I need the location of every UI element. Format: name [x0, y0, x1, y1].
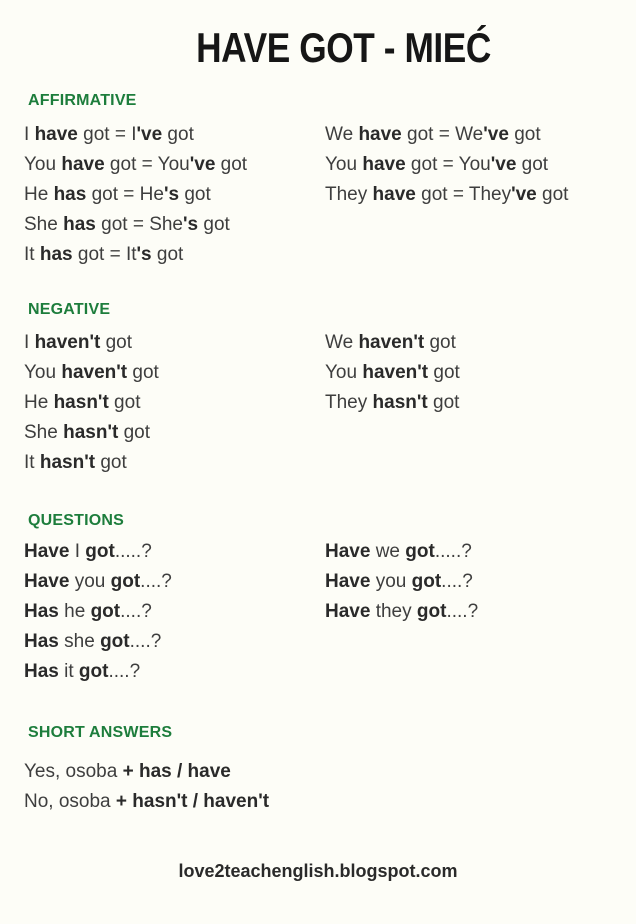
grammar-line-bold-segment: 's	[163, 184, 180, 205]
grammar-line-text-segment: He	[24, 392, 54, 413]
grammar-line-bold-segment: Have	[24, 571, 70, 592]
grammar-line-bold-segment: 've	[511, 184, 537, 205]
grammar-line-text-segment: you	[370, 571, 412, 592]
grammar-line-text-segment: You	[24, 154, 62, 175]
grammar-line	[24, 240, 325, 270]
grammar-line	[24, 120, 325, 150]
grammar-line-text-segment: they	[370, 601, 417, 622]
questions-columns	[0, 537, 636, 687]
grammar-line-text-segment: got	[427, 392, 460, 413]
grammar-line-text-segment: It	[24, 452, 40, 473]
grammar-line-bold-segment: Has	[24, 661, 59, 682]
grammar-line-bold-segment: hasn't	[53, 392, 109, 413]
grammar-line-bold-segment: has	[63, 214, 96, 235]
section-heading-affirmative: AFFIRMATIVE	[28, 92, 137, 109]
grammar-line-text-segment: I	[24, 332, 35, 353]
grammar-line-bold-segment: Have	[325, 571, 371, 592]
grammar-line-text-segment: you	[69, 571, 111, 592]
grammar-line-text-segment: got	[536, 184, 569, 205]
grammar-line-text-segment: ....?	[446, 601, 479, 622]
grammar-line-text-segment: ....?	[441, 571, 473, 592]
section-affirmative	[0, 93, 636, 270]
section-questions	[0, 513, 636, 687]
grammar-line-text-segment: got = We	[401, 124, 484, 145]
grammar-line	[325, 358, 626, 388]
grammar-line-bold-segment: have	[372, 184, 416, 205]
grammar-line-bold-segment: got	[90, 601, 121, 622]
grammar-line-bold-segment: haven't	[61, 362, 128, 383]
grammar-line-bold-segment: have	[61, 154, 105, 175]
grammar-line-bold-segment: 've	[189, 154, 216, 175]
grammar-line-text-segment: Yes, osoba	[24, 761, 123, 782]
grammar-line	[325, 120, 626, 150]
grammar-line	[24, 448, 325, 478]
grammar-line	[24, 358, 325, 388]
grammar-line-text-segment: got	[516, 154, 549, 175]
grammar-line-text-segment: got	[95, 452, 127, 473]
grammar-line-text-segment: got	[151, 244, 184, 265]
grammar-line-text-segment: got = You	[405, 154, 491, 175]
short-answers-columns	[0, 757, 636, 817]
grammar-line-bold-segment: got	[85, 541, 115, 562]
affirmative-columns	[0, 120, 636, 270]
grammar-line-bold-segment: hasn't	[63, 422, 119, 443]
grammar-line-text-segment: got	[100, 332, 133, 353]
affirmative-left-column	[24, 120, 325, 270]
grammar-line-text-segment: ....?	[140, 571, 172, 592]
grammar-line	[24, 418, 325, 448]
grammar-line-text-segment: They	[325, 184, 373, 205]
grammar-line-bold-segment: + hasn't / haven't	[115, 791, 270, 812]
grammar-line	[325, 597, 626, 627]
section-heading-questions: QUESTIONS	[28, 512, 125, 529]
grammar-line-text-segment: .....?	[114, 541, 152, 562]
grammar-line-bold-segment: got	[78, 661, 109, 682]
section-short-answers	[0, 725, 636, 817]
grammar-line	[24, 657, 325, 687]
grammar-line-bold-segment: has	[39, 244, 73, 265]
grammar-line-bold-segment: + has / have	[122, 761, 231, 782]
grammar-line-text-segment: got	[127, 362, 159, 383]
questions-right-column	[325, 537, 626, 687]
grammar-line	[24, 180, 325, 210]
grammar-line-bold-segment: haven't	[362, 362, 429, 383]
grammar-line-text-segment: got	[179, 184, 211, 205]
grammar-line	[325, 328, 626, 358]
grammar-line-bold-segment: has	[53, 184, 87, 205]
grammar-line-text-segment: He	[24, 184, 54, 205]
grammar-line-bold-segment: Has	[24, 631, 59, 652]
grammar-line	[325, 150, 626, 180]
grammar-line	[24, 388, 325, 418]
grammar-line-text-segment: ....?	[120, 601, 152, 622]
grammar-line-text-segment: We	[325, 124, 359, 145]
questions-left-column	[24, 537, 325, 687]
grammar-line-bold-segment: have	[362, 154, 406, 175]
grammar-line-bold-segment: hasn't	[372, 392, 428, 413]
grammar-line-text-segment: It	[24, 244, 40, 265]
grammar-line-text-segment: got	[162, 124, 194, 145]
grammar-line-text-segment: She	[24, 214, 64, 235]
grammar-line	[24, 787, 626, 817]
grammar-line-text-segment: got = She	[95, 214, 183, 235]
grammar-line-bold-segment: 's	[183, 214, 199, 235]
grammar-line-text-segment: he	[58, 601, 91, 622]
negative-left-column	[24, 328, 325, 478]
negative-columns	[0, 328, 636, 478]
section-heading-short-answers: SHORT ANSWERS	[28, 724, 173, 741]
grammar-line-bold-segment: got	[110, 571, 141, 592]
footer-url: love2teachenglish.blogspot.com	[178, 861, 458, 881]
grammar-line-bold-segment: 've	[483, 124, 509, 145]
grammar-line-text-segment: You	[325, 362, 363, 383]
grammar-line-bold-segment: have	[358, 124, 402, 145]
grammar-line	[24, 567, 325, 597]
grammar-line	[325, 537, 626, 567]
grammar-line-text-segment: They	[325, 392, 373, 413]
grammar-line-text-segment: ....?	[129, 631, 162, 652]
grammar-line-text-segment: .....?	[434, 541, 472, 562]
grammar-line-text-segment: got = I	[77, 124, 137, 145]
grammar-line-text-segment: No, osoba	[24, 791, 116, 812]
grammar-line-bold-segment: 've	[136, 124, 163, 145]
grammar-line	[325, 388, 626, 418]
grammar-line-text-segment: got = You	[104, 154, 190, 175]
grammar-line-bold-segment: Have	[325, 601, 371, 622]
grammar-line	[24, 597, 325, 627]
worksheet-page	[0, 24, 636, 880]
grammar-line-text-segment: got = It	[72, 244, 137, 265]
grammar-line-bold-segment: 've	[490, 154, 517, 175]
grammar-line	[325, 180, 626, 210]
grammar-line	[24, 627, 325, 657]
grammar-line-text-segment: got	[118, 422, 150, 443]
grammar-line-text-segment: She	[24, 422, 64, 443]
grammar-line-text-segment: got	[215, 154, 248, 175]
grammar-line-text-segment: You	[325, 154, 363, 175]
grammar-line-bold-segment: have	[34, 124, 78, 145]
grammar-line-text-segment: got	[508, 124, 541, 145]
grammar-line-text-segment: I	[24, 124, 35, 145]
grammar-line-text-segment: got = They	[415, 184, 512, 205]
short-answers-column	[24, 757, 626, 817]
grammar-line-bold-segment: hasn't	[39, 452, 96, 473]
grammar-line-text-segment: she	[58, 631, 101, 652]
negative-right-column	[325, 328, 626, 478]
section-heading-negative: NEGATIVE	[28, 301, 111, 318]
grammar-line-text-segment: I	[69, 541, 86, 562]
grammar-line-text-segment: got = He	[86, 184, 164, 205]
grammar-line-text-segment: got	[198, 214, 230, 235]
grammar-line-bold-segment: got	[416, 601, 447, 622]
affirmative-right-column	[325, 120, 626, 270]
grammar-line-text-segment: We	[325, 332, 359, 353]
grammar-line	[24, 537, 325, 567]
grammar-line-bold-segment: got	[405, 541, 435, 562]
page-title: HAVE GOT - MIEĆ	[196, 24, 492, 71]
grammar-line-text-segment: got	[108, 392, 141, 413]
grammar-line-bold-segment: haven't	[358, 332, 425, 353]
grammar-line-bold-segment: Have	[24, 541, 70, 562]
grammar-line-bold-segment: got	[100, 631, 130, 652]
grammar-line-text-segment: it	[58, 661, 79, 682]
grammar-line-bold-segment: Has	[24, 601, 59, 622]
grammar-line	[24, 757, 626, 787]
grammar-line-text-segment: we	[370, 541, 406, 562]
grammar-line-bold-segment: 's	[136, 244, 152, 265]
grammar-line-bold-segment: Have	[325, 541, 371, 562]
grammar-line-bold-segment: haven't	[34, 332, 101, 353]
grammar-line-text-segment: got	[428, 362, 460, 383]
title-row	[0, 24, 636, 72]
grammar-line-text-segment: ....?	[108, 661, 141, 682]
grammar-line	[325, 567, 626, 597]
grammar-line-text-segment: You	[24, 362, 62, 383]
grammar-line	[24, 150, 325, 180]
grammar-line	[24, 328, 325, 358]
section-negative	[0, 302, 636, 478]
grammar-line	[24, 210, 325, 240]
grammar-line-bold-segment: got	[411, 571, 442, 592]
grammar-line-text-segment: got	[424, 332, 456, 353]
